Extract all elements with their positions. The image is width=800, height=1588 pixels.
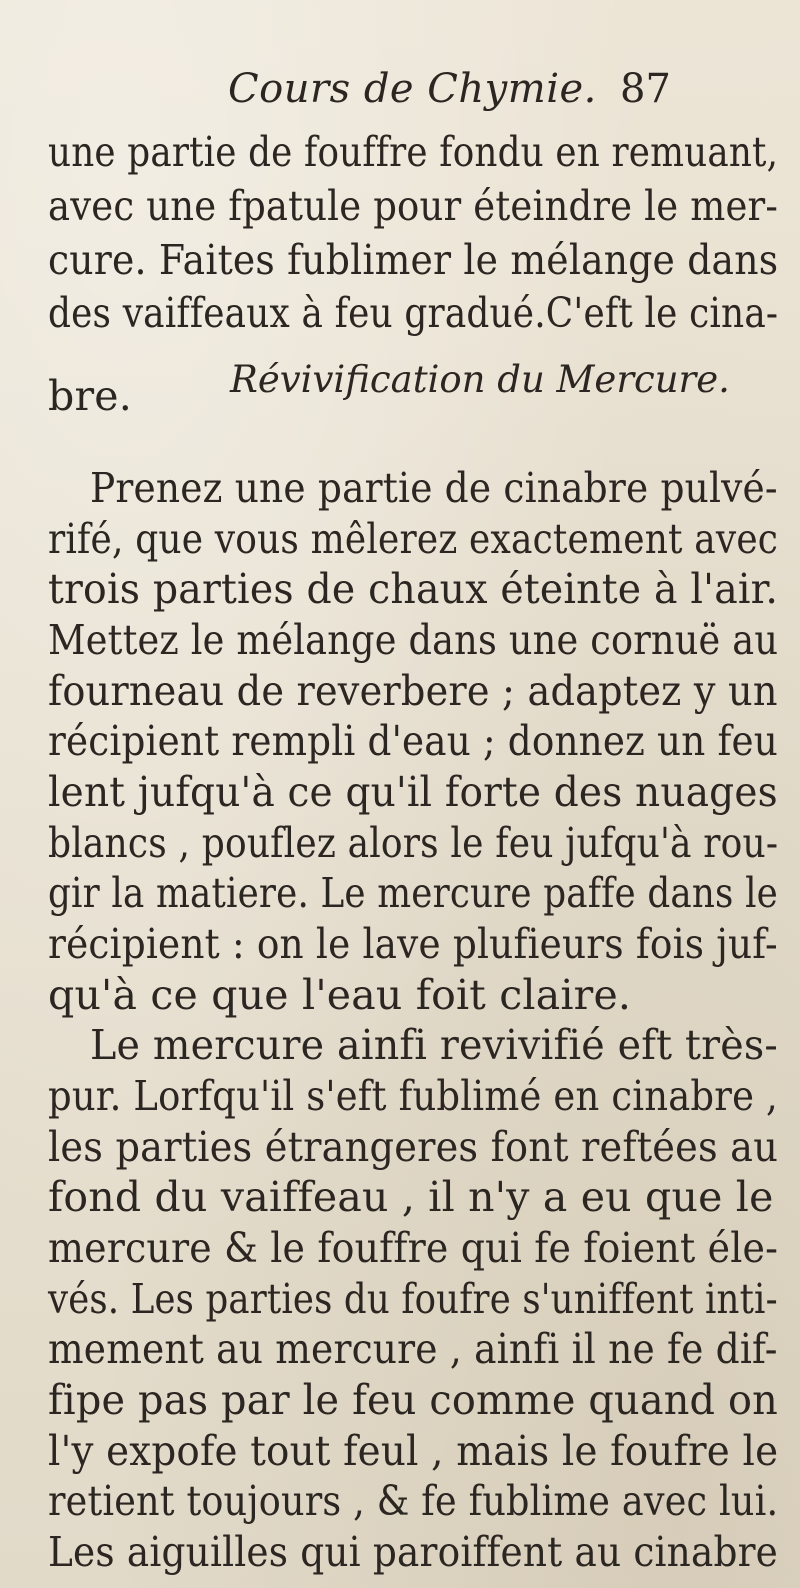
- text-line: rifé, que vous mêlerez exactement avec: [48, 515, 779, 563]
- text-line: blancs , pouflez alors le feu jufqu'à rou-: [48, 819, 779, 867]
- text-line: cure. Faites fublimer le mélange dans: [48, 236, 779, 284]
- text-line: mercure & le fouffre qui fe foient éle-: [48, 1224, 779, 1272]
- text-line: fond du vaiffeau , il n'y a eu que le: [48, 1173, 774, 1221]
- text-line: mement au mercure , ainfi il ne fe dif-: [48, 1325, 778, 1373]
- text-line: récipient : on le lave plufieurs fois juf-: [48, 920, 778, 968]
- text-line: des vaiffeaux à feu gradué.C'eft le cina-: [48, 289, 779, 337]
- text-line: bre.: [48, 372, 132, 420]
- page-number: 87: [620, 66, 671, 112]
- text-line: Les aiguilles qui paroiffent au cinabre: [48, 1528, 779, 1576]
- text-line: Le mercure ainfi revivifié eft très-: [90, 1021, 778, 1069]
- text-line: l'y expofe tout feul , mais le foufre le: [48, 1427, 779, 1475]
- text-line: les parties étrangeres font reftées au: [48, 1123, 779, 1171]
- text-line: trois parties de chaux éteinte à l'air.: [48, 565, 779, 613]
- text-line: fourneau de reverbere ; adaptez y un: [48, 667, 778, 715]
- text-line: pur. Lorfqu'il s'eft fublimé en cinabre ,: [48, 1072, 778, 1120]
- text-line: Mettez le mélange dans une cornuë au: [48, 616, 779, 664]
- text-line: avec une fpatule pour éteindre le mer-: [48, 182, 779, 230]
- running-title: Cours de Chymie.: [228, 66, 597, 112]
- text-line: fipe pas par le feu comme quand on: [48, 1376, 779, 1424]
- text-line: Prenez une partie de cinabre pulvé-: [90, 464, 778, 512]
- text-line: qu'à ce que l'eau foit claire.: [48, 971, 632, 1019]
- section-heading: Révivification du Mercure.: [230, 358, 730, 401]
- text-line: vés. Les parties du foufre s'uniffent inti-: [48, 1275, 778, 1323]
- text-line: retient toujours , & fe fublime avec lui.: [48, 1477, 779, 1525]
- text-line: récipient rempli d'eau ; donnez un feu: [48, 717, 778, 765]
- text-line: gir la matiere. Le mercure paffe dans le: [48, 869, 778, 917]
- text-line: une partie de fouffre fondu en remuant,: [48, 128, 779, 176]
- page-header: [0, 66, 800, 116]
- text-line: lent jufqu'à ce qu'il forte des nuages: [48, 768, 778, 816]
